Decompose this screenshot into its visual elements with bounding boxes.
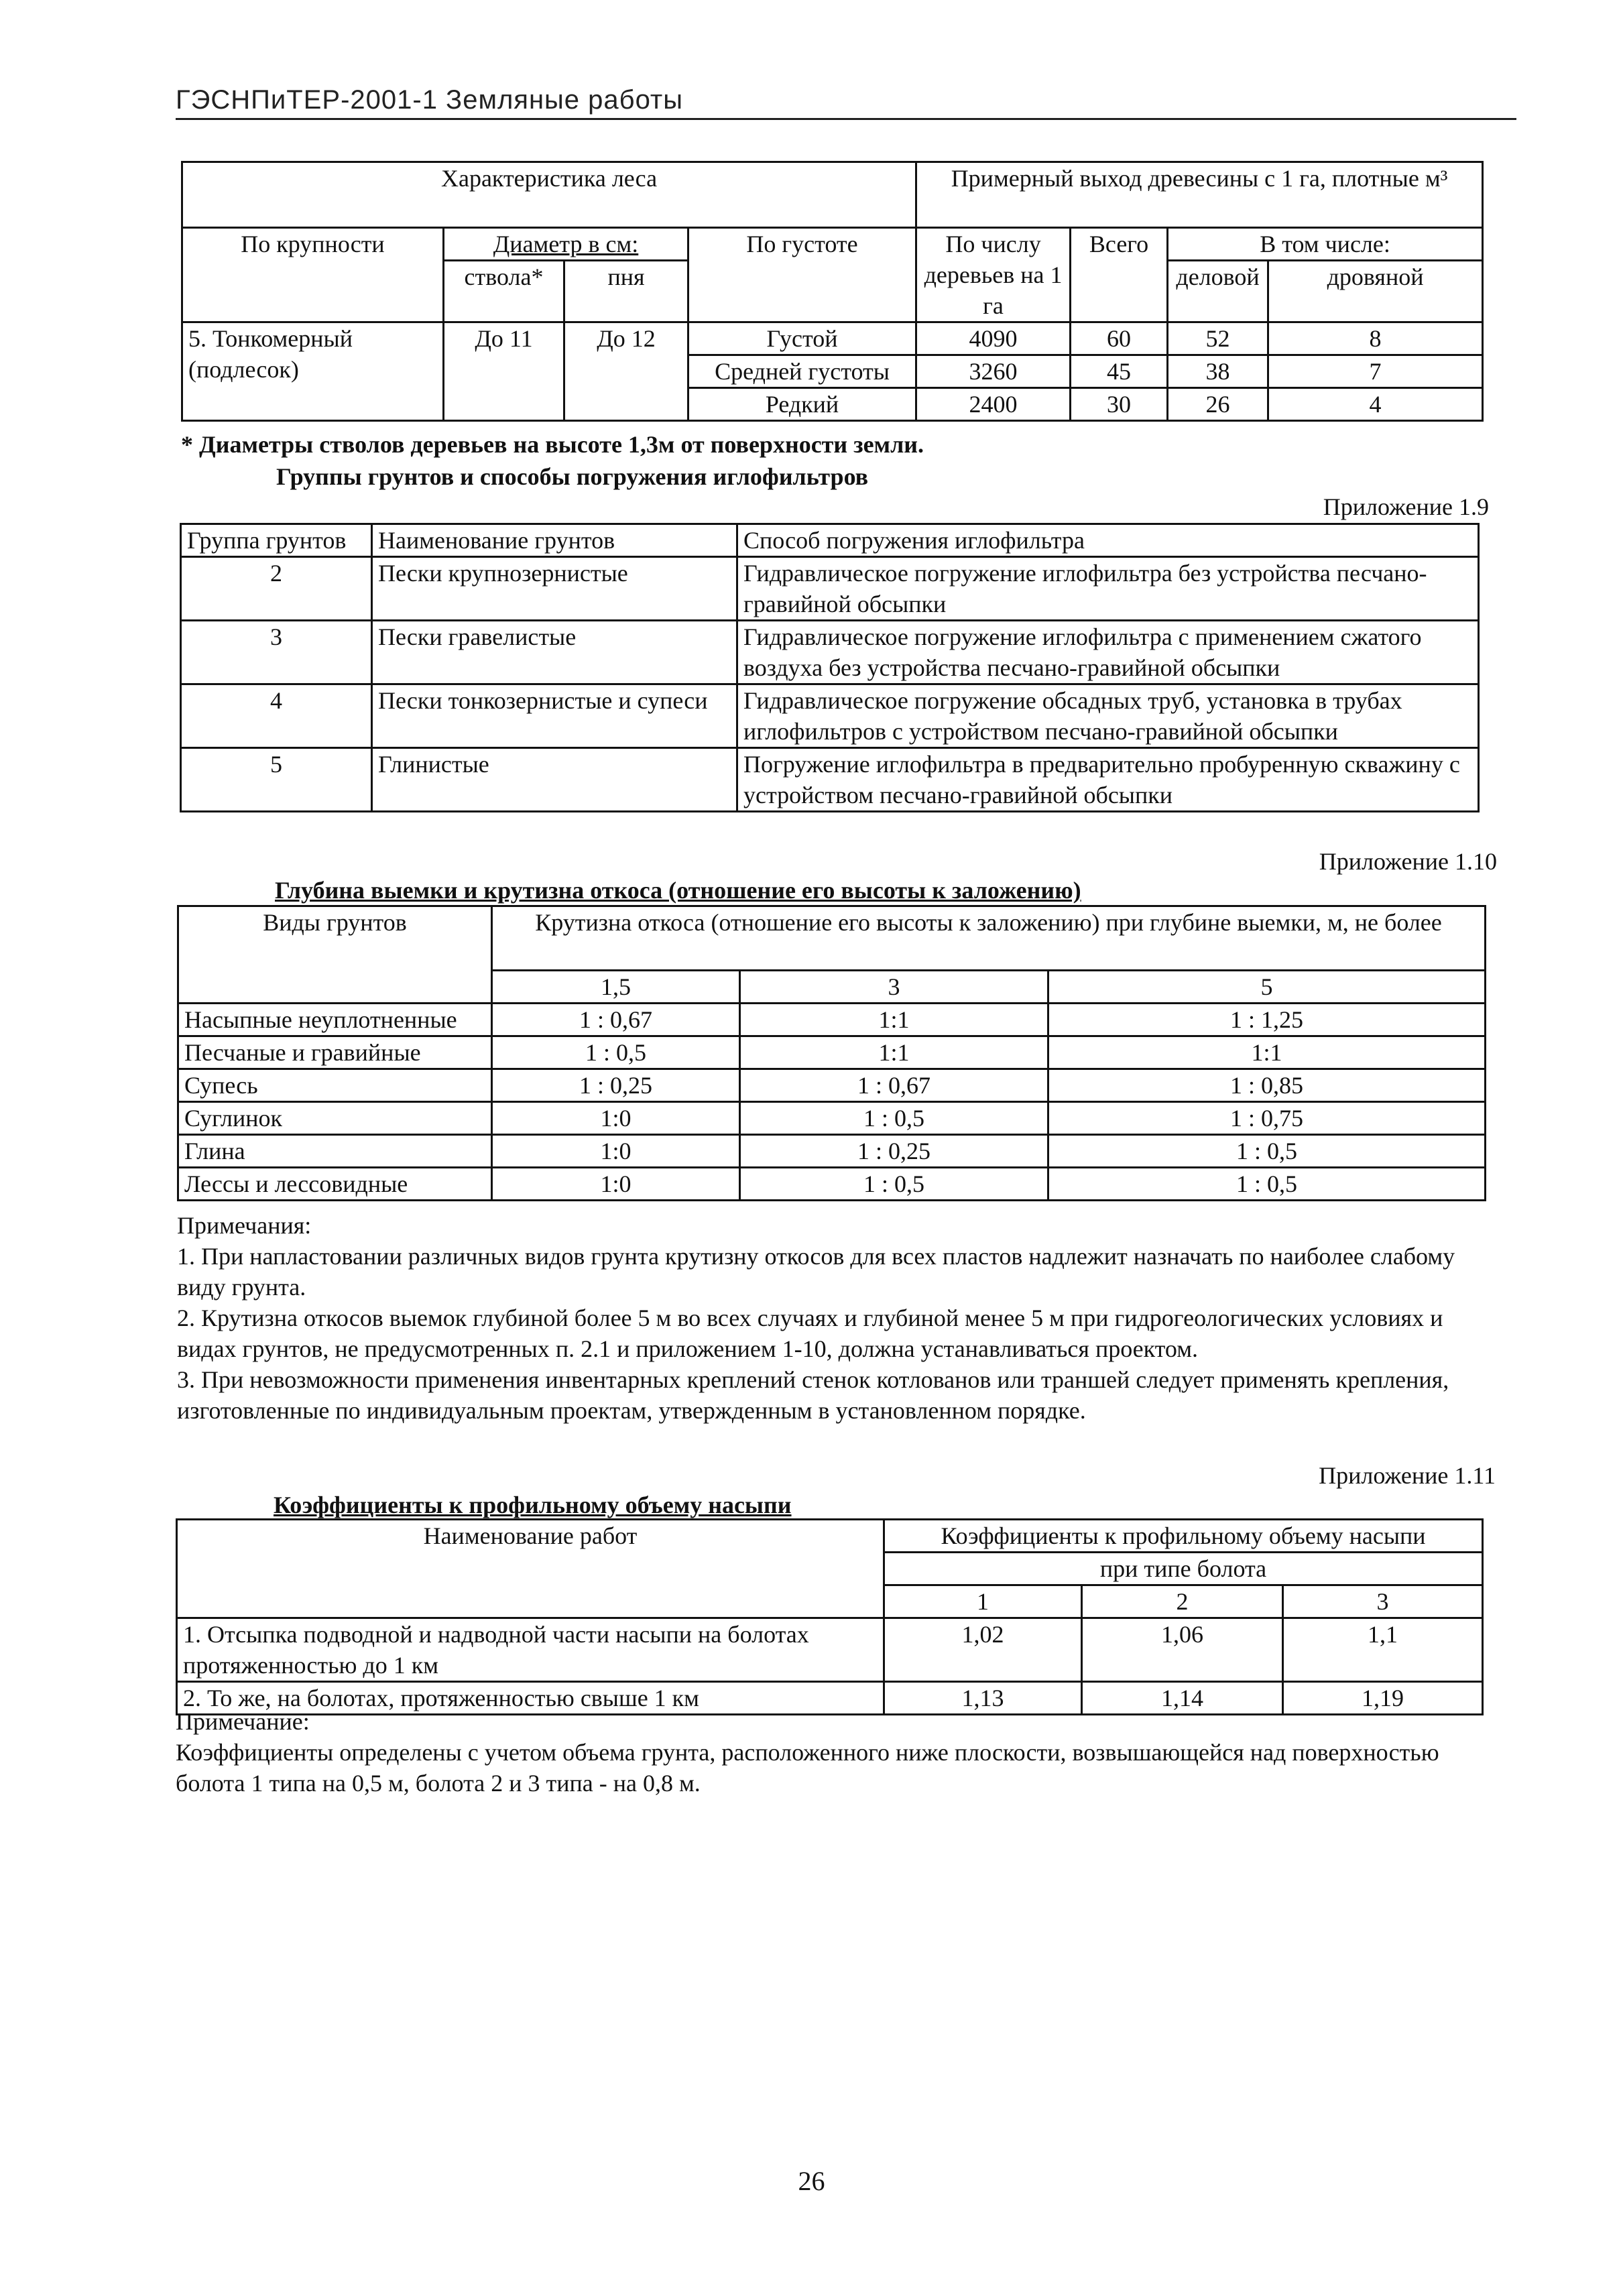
soil-group-cell: 5	[181, 748, 372, 812]
firewood-cell: 7	[1268, 355, 1483, 388]
immersion-method-cell: Погружение иглофильтра в предварительно пробуренную скважину с устройством песчано-гравийной обсыпки	[737, 748, 1479, 812]
header-works: Наименование работ	[177, 1520, 884, 1618]
firewood-cell: 8	[1268, 322, 1483, 355]
app19-label: Приложение 1.9	[1323, 493, 1489, 520]
count-cell: 3260	[916, 355, 1071, 388]
slope-cell: 1 : 0,67	[492, 1004, 740, 1036]
density-cell: Средней густоты	[688, 355, 916, 388]
coef-cell: 1,06	[1082, 1618, 1283, 1682]
header-business-wood: деловой	[1168, 261, 1268, 322]
header-soil-name: Наименование грунтов	[372, 524, 737, 557]
forest-yield-table	[181, 161, 1484, 422]
soil-group-cell: 2	[181, 557, 372, 621]
forest-stump-value: До 12	[564, 322, 688, 421]
slope-cell: 1 : 0,25	[740, 1135, 1048, 1168]
slope-cell: 1:1	[740, 1036, 1048, 1069]
header-diameter: Диаметр в см:	[444, 228, 688, 261]
soil-type-cell: Лессы и лессовидные	[178, 1168, 492, 1201]
soil-group-cell: 4	[181, 684, 372, 748]
app111-label: Приложение 1.11	[1319, 1462, 1496, 1489]
soil-name-cell: Пески гравелистые	[372, 621, 737, 684]
slope-cell: 1 : 0,25	[492, 1069, 740, 1102]
soil-type-cell: Насыпные неуплотненные	[178, 1004, 492, 1036]
soil-group-cell: 3	[181, 621, 372, 684]
depth-header: 1,5	[492, 971, 740, 1004]
soil-name-cell: Пески тонкозернистые и супеси	[372, 684, 737, 748]
header-stump: пня	[564, 261, 688, 322]
slope-cell: 1:0	[492, 1135, 740, 1168]
app111-title: Коэффициенты к профильному объему насыпи	[274, 1492, 792, 1518]
app110-title: Глубина выемки и крутизна откоса (отношение его высоты к заложению)	[275, 877, 1081, 904]
total-cell: 45	[1071, 355, 1168, 388]
header-immersion-method: Способ погружения иглофильтра	[737, 524, 1479, 557]
work-name-cell: 1. Отсыпка подводной и надводной части насыпи на болотах протяженностью до 1 км	[177, 1618, 884, 1682]
density-cell: Редкий	[688, 388, 916, 421]
total-cell: 60	[1071, 322, 1168, 355]
work-name-cell: 2. То же, на болотах, протяженностью свыше 1 км	[177, 1682, 884, 1715]
firewood-cell: 4	[1268, 388, 1483, 421]
bog-type-header: 1	[884, 1585, 1082, 1618]
app110-label: Приложение 1.10	[1319, 848, 1497, 875]
slope-cell: 1 : 0,5	[492, 1036, 740, 1069]
document-header: ГЭСНПиТЕР-2001-1 Земляные работы	[176, 85, 683, 115]
header-trunk: ствола*	[444, 261, 564, 322]
header-by-size: По крупности	[182, 228, 444, 322]
app111-note-title: Примечание:	[176, 1708, 310, 1735]
slope-cell: 1:0	[492, 1168, 740, 1201]
slope-cell: 1:1	[1048, 1036, 1486, 1069]
header-forest-characteristic: Характеристика леса	[182, 162, 916, 228]
slope-cell: 1 : 0,5	[740, 1168, 1048, 1201]
slope-cell: 1 : 0,85	[1048, 1069, 1486, 1102]
header-by-density: По густоте	[688, 228, 916, 322]
app19-title: Группы грунтов и способы погружения иглофильтров	[276, 463, 869, 490]
business-cell: 26	[1168, 388, 1268, 421]
header-coefficients: Коэффициенты к профильному объему насыпи	[884, 1520, 1483, 1553]
header-tree-count: По числу деревьев на 1 га	[916, 228, 1071, 322]
header-slope: Крутизна откоса (отношение его высоты к заложению) при глубине выемки, м, не более	[492, 906, 1486, 971]
total-cell: 30	[1071, 388, 1168, 421]
soil-type-cell: Песчаные и гравийные	[178, 1036, 492, 1069]
slope-table	[177, 905, 1486, 1201]
slope-cell: 1 : 0,75	[1048, 1102, 1486, 1135]
header-including: В том числе:	[1168, 228, 1483, 261]
coef-cell: 1,1	[1283, 1618, 1483, 1682]
forest-trunk-value: До 11	[444, 322, 564, 421]
app110-note: 2. Крутизна откосов выемок глубиной более 5 м во всех случаях и глубиной менее 5 м при гидрогеологических условиях и видах грунтов, не предусмотренных п. 2.1 и приложением 1-10, должна устанавливаться проектом.	[177, 1305, 1443, 1362]
header-firewood: дровяной	[1268, 261, 1483, 322]
app110-note: 3. При невозможности применения инвентарных креплений стенок котлованов или траншей следует применять крепления, изготовленные по индивидуальным проектам, утвержденным в установленном порядке.	[177, 1366, 1449, 1424]
header-total: Всего	[1071, 228, 1168, 322]
slope-cell: 1 : 0,5	[1048, 1135, 1486, 1168]
depth-header: 3	[740, 971, 1048, 1004]
coef-cell: 1,14	[1082, 1682, 1283, 1715]
count-cell: 2400	[916, 388, 1071, 421]
soil-groups-table	[180, 523, 1480, 812]
header-divider	[176, 118, 1516, 120]
slope-cell: 1:1	[740, 1004, 1048, 1036]
immersion-method-cell: Гидравлическое погружение иглофильтра без устройства песчано-гравийной обсыпки	[737, 557, 1479, 621]
embankment-coefficients-table	[176, 1518, 1484, 1715]
forest-row-name: 5. Тонкомерный (подлесок)	[182, 322, 444, 421]
app111-note: Коэффициенты определены с учетом объема грунта, расположенного ниже плоскости, возвышающейся над поверхностью болота 1 типа на 0,5 м, болота 2 и 3 типа - на 0,8 м.	[176, 1739, 1439, 1797]
coef-cell: 1,02	[884, 1618, 1082, 1682]
count-cell: 4090	[916, 322, 1071, 355]
coef-cell: 1,13	[884, 1682, 1082, 1715]
soil-name-cell: Глинистые	[372, 748, 737, 812]
header-timber-yield: Примерный выход древесины с 1 га, плотные м³	[916, 162, 1483, 228]
soil-type-cell: Супесь	[178, 1069, 492, 1102]
coef-cell: 1,19	[1283, 1682, 1483, 1715]
page-number: 26	[798, 2166, 825, 2196]
density-cell: Густой	[688, 322, 916, 355]
business-cell: 38	[1168, 355, 1268, 388]
slope-cell: 1 : 0,5	[1048, 1168, 1486, 1201]
header-bog-type: при типе болота	[884, 1553, 1483, 1585]
slope-cell: 1 : 0,5	[740, 1102, 1048, 1135]
bog-type-header: 3	[1283, 1585, 1483, 1618]
header-soil-group: Группа грунтов	[181, 524, 372, 557]
depth-header: 5	[1048, 971, 1486, 1004]
business-cell: 52	[1168, 322, 1268, 355]
immersion-method-cell: Гидравлическое погружение обсадных труб, установка в трубах иглофильтров с устройством песчано-гравийной обсыпки	[737, 684, 1479, 748]
app110-notes-title: Примечания:	[177, 1212, 312, 1239]
soil-name-cell: Пески крупнозернистые	[372, 557, 737, 621]
slope-cell: 1 : 1,25	[1048, 1004, 1486, 1036]
bog-type-header: 2	[1082, 1585, 1283, 1618]
slope-cell: 1 : 0,67	[740, 1069, 1048, 1102]
forest-footnote: * Диаметры стволов деревьев на высоте 1,3м от поверхности земли.	[181, 431, 924, 458]
app110-note: 1. При напластовании различных видов грунта крутизну откосов для всех пластов надлежит назначать по наиболее слабому виду грунта.	[177, 1243, 1455, 1301]
immersion-method-cell: Гидравлическое погружение иглофильтра с применением сжатого воздуха без устройства песчано-гравийной обсыпки	[737, 621, 1479, 684]
soil-type-cell: Глина	[178, 1135, 492, 1168]
header-soil-types: Виды грунтов	[178, 906, 492, 1004]
slope-cell: 1:0	[492, 1102, 740, 1135]
soil-type-cell: Суглинок	[178, 1102, 492, 1135]
